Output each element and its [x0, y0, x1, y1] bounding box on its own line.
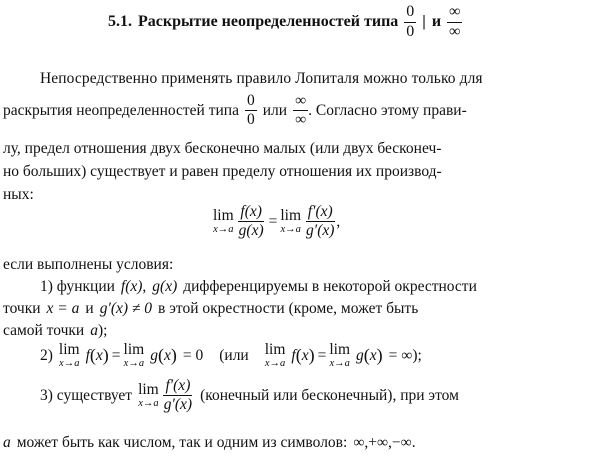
- section-heading: [108, 4, 462, 41]
- intro-fraction-zero: $\frac{0}{0}$: [246, 92, 255, 129]
- limit-right: lim x→a: [280, 207, 302, 235]
- intro-line-2: раскрытия неопределенностей типа $\frac{0}{0}$ или $\frac{\infty}{\infty}$ . Согласно этому прави-: [3, 92, 467, 129]
- intro-line-1: Непосредственно применять правило Лопиталя можно только для: [40, 70, 483, 87]
- section-number: 5.1.: [108, 13, 132, 31]
- lhopital-formula: lim x→a $\frac{f(x)}{g(x)}$ = lim x→a $\frac{f'(x)}{g'(x)}$ ,: [213, 203, 341, 240]
- condition-1-line-2: точки x = a и g′(x) ≠ 0 в этой окрестности (кроме, может быть: [3, 300, 419, 317]
- intro-line-5: ных:: [3, 186, 34, 203]
- section-title: Раскрытие неопределенностей типа: [138, 13, 399, 31]
- conditions-intro: если выполнены условия:: [3, 256, 174, 273]
- heading-conjunction: и: [431, 13, 442, 31]
- heading-fraction-infinity: $\frac{\infty}{\infty}$: [449, 3, 461, 40]
- condition-2: 2) lim x→a f ( x ) = lim x→a g ( x ) = 0 (или lim x→a f ( x ) = lim x→a g ( x ) = ∞ );: [40, 341, 422, 369]
- limit-left: lim x→a: [213, 207, 234, 235]
- intro-fraction-infinity: $\frac{\infty}{\infty}$: [295, 92, 307, 129]
- heading-separator: |: [422, 13, 426, 31]
- fraction-fprime-over-gprime: $\frac{f'(x)}{g'(x)}$: [306, 203, 335, 240]
- condition-3-fraction: $\frac{f'(x)}{g'(x)}$: [163, 377, 193, 414]
- intro-line-3: лу, предел отношения двух бесконечно малых (или двух бесконеч-: [3, 140, 442, 157]
- condition-1-line-1: 1) функции f(x) , g(x) дифференцируемы в некоторой окрестности: [40, 278, 477, 295]
- condition-1-line-3: самой точки a );: [3, 322, 108, 339]
- intro-line-4: но больших) существует и равен пределу отношения их производ-: [3, 163, 442, 180]
- fraction-f-over-g: $\frac{f(x)}{g(x)}$: [238, 203, 264, 240]
- condition-3: 3) существует lim x→a $\frac{f'(x)}{g'(x)}$ (конечный или бесконечный), при этом: [40, 377, 459, 414]
- heading-fraction-zero: $\frac{0}{0}$: [406, 3, 415, 40]
- final-line: a может быть как числом, так и одним из символов: ∞,+∞,−∞.: [3, 434, 416, 451]
